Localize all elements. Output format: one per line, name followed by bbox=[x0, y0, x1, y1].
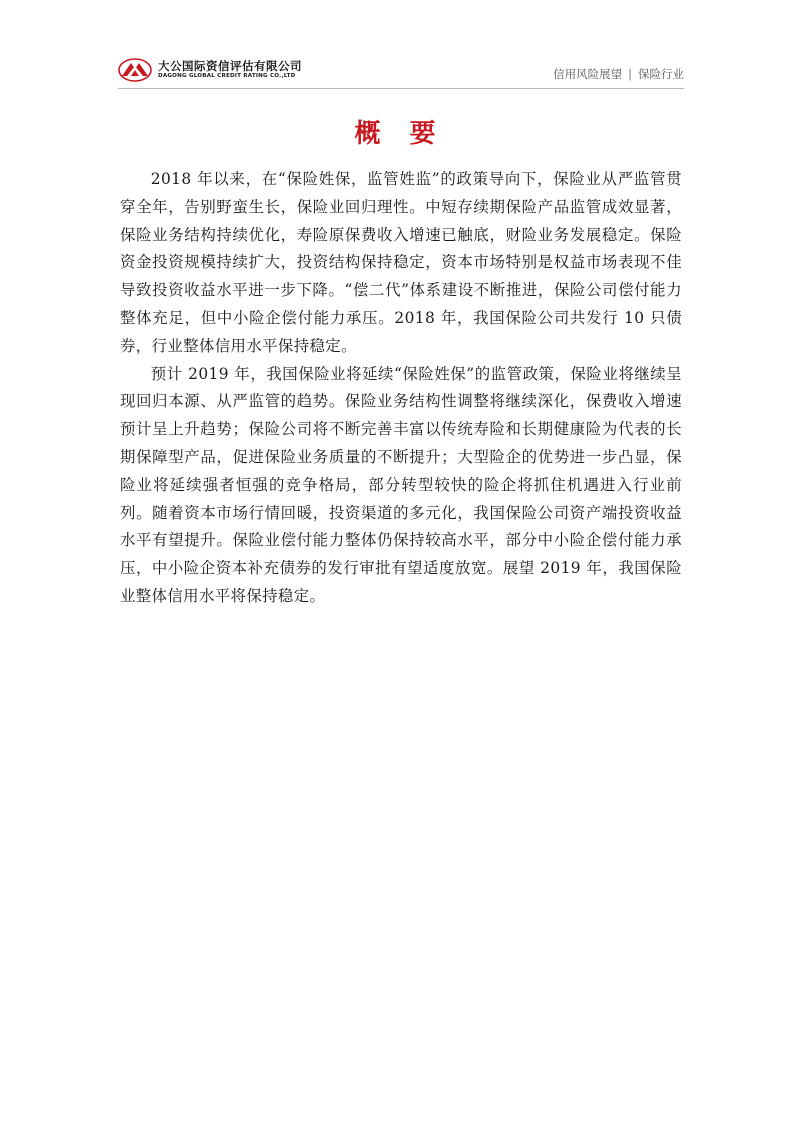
page-header bbox=[118, 52, 684, 88]
page-title: 概 要 bbox=[354, 119, 446, 149]
header-separator: | bbox=[628, 67, 632, 81]
industry-label: 保险行业 bbox=[638, 67, 684, 81]
summary-paragraph-1: 2018 年以来，在“保险姓保，监管姓监”的政策导向下，保险业从严监管贯穿全年，告别野蛮生长，保险业回归理性。中短存续期保险产品监管成效显著，保险业务结构持续优化，寿险原保费收入增速已触底，财险业务发展稳定。保险资金投资规模持续扩大，投资结构保持稳定，资本市场特别是权益市场表现不佳导致投资收益水平进一步下降。“偿二代”体系建设不断推进，保险公司偿付能力整体充足，但中小险企偿付能力承压。2018 年，我国保险公司共发行 10 只债券，行业整体信用水平保持稳定。 bbox=[120, 170, 682, 355]
dagong-logo-icon bbox=[118, 58, 152, 82]
company-name-cn: 大公国际资信评估有限公司 bbox=[158, 59, 302, 73]
company-name-en: DAGONG GLOBAL CREDIT RATING CO.,LTD bbox=[158, 73, 296, 79]
report-category bbox=[553, 66, 684, 82]
summary-paragraph-2: 预计 2019 年，我国保险业将延续“保险姓保”的监管政策，保险业将继续呈现回归本源、从严监管的趋势。保险业务结构性调整将继续深化，保费收入增速预计呈上升趋势；保险公司将不断完善丰富以传统寿险和长期健康险为代表的长期保障型产品，促进保险业务质量的不断提升；大型险企的优势进一步凸显，保险业将延续强者恒强的竞争格局，部分转型较快的险企将抓住机遇进入行业前列。随着资本市场行情回暖，投资渠道的多元化，我国保险公司资产端投资收益水平有望提升。保险业偿付能力整体仍保持较高水平，部分中小险企偿付能力承压，中小险企资本补充债券的发行审批有望适度放宽。展望 2019 年，我国保险业整体信用水平将保持稳定。 bbox=[120, 364, 682, 605]
summary-body bbox=[120, 166, 682, 611]
report-series: 信用风险展望 bbox=[553, 67, 623, 81]
header-divider bbox=[118, 88, 684, 89]
company-name bbox=[158, 60, 302, 80]
